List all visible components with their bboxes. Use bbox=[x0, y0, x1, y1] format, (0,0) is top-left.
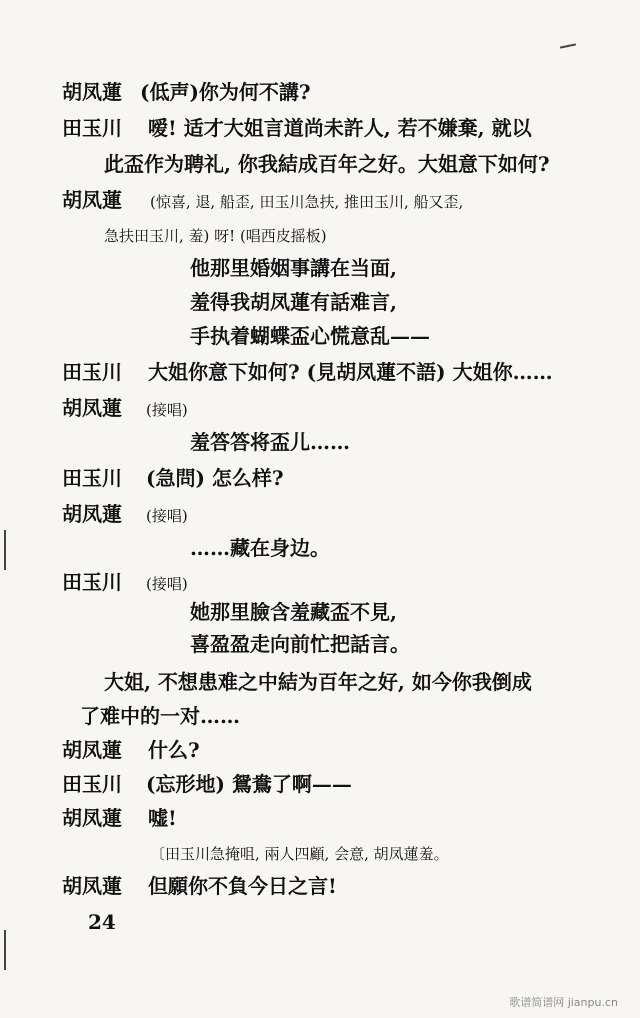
speaker-label: 胡凤蓮 bbox=[62, 396, 122, 420]
stage-direction: 急扶田玉川, 羞) 呀! (唱西皮摇板) bbox=[104, 227, 327, 245]
dialogue-text: (低声)你为何不講? bbox=[140, 80, 311, 104]
dialogue-text: 大姐你意下如何? (見胡凤蓮不語) 大姐你…… bbox=[148, 360, 553, 384]
speaker-label: 田玉川 bbox=[62, 772, 122, 796]
verse-line: 羞答答将盃儿…… bbox=[190, 430, 350, 454]
dialogue-text: 大姐, 不想患难之中結为百年之好, 如今你我倒成 bbox=[104, 670, 532, 694]
page-number: 24 bbox=[88, 910, 116, 934]
stage-direction: (接唱) bbox=[146, 575, 188, 593]
dialogue-text: (忘形地) 鴛鴦了啊—— bbox=[146, 772, 352, 796]
speaker-label: 田玉川 bbox=[62, 360, 122, 384]
dialogue-text: 了难中的一对…… bbox=[80, 704, 240, 728]
verse-line: 手执着蝴蝶盃心慌意乱—— bbox=[190, 324, 430, 348]
speaker-label: 田玉川 bbox=[62, 570, 122, 594]
stage-direction: 〔田玉川急掩咀, 兩人四顧, 会意, 胡凤蓮羞。 bbox=[150, 845, 449, 863]
speaker-label: 田玉川 bbox=[62, 116, 122, 140]
scan-mark bbox=[4, 930, 6, 970]
stage-direction: (接唱) bbox=[146, 401, 188, 419]
dialogue-text: 什么? bbox=[148, 738, 200, 762]
speaker-label: 胡凤蓮 bbox=[62, 502, 122, 526]
dialogue-text: 但願你不負今日之言! bbox=[148, 874, 337, 898]
speaker-label: 胡凤蓮 bbox=[62, 806, 122, 830]
dialogue-text: 此盃作为聘礼, 你我結成百年之好。大姐意下如何? bbox=[104, 152, 550, 176]
verse-line: 她那里臉含羞藏盃不見, bbox=[190, 600, 397, 624]
speaker-label: 田玉川 bbox=[62, 466, 122, 490]
speaker-label: 胡凤蓮 bbox=[62, 80, 122, 104]
verse-line: 羞得我胡凤蓮有話难言, bbox=[190, 290, 397, 314]
verse-line: ……藏在身边。 bbox=[190, 536, 330, 560]
dialogue-text: 嗳! 适才大姐言道尚未許人, 若不嫌棄, 就以 bbox=[148, 116, 532, 140]
dialogue-text: (急問) 怎么样? bbox=[146, 466, 284, 490]
scan-mark bbox=[4, 530, 6, 570]
stage-direction: (接唱) bbox=[146, 507, 188, 525]
speaker-label: 胡凤蓮 bbox=[62, 738, 122, 762]
verse-line: 喜盈盈走向前忙把話言。 bbox=[190, 632, 410, 656]
speaker-label: 胡凤蓮 bbox=[62, 188, 122, 212]
stage-direction: (惊喜, 退, 船歪, 田玉川急扶, 推田玉川, 船又歪, bbox=[150, 193, 464, 211]
scan-mark bbox=[560, 43, 576, 48]
speaker-label: 胡凤蓮 bbox=[62, 874, 122, 898]
verse-line: 他那里婚姻事講在当面, bbox=[190, 256, 397, 280]
dialogue-text: 嘘! bbox=[148, 806, 177, 830]
watermark: 歌谱简谱网 jianpu.cn bbox=[509, 996, 618, 1009]
